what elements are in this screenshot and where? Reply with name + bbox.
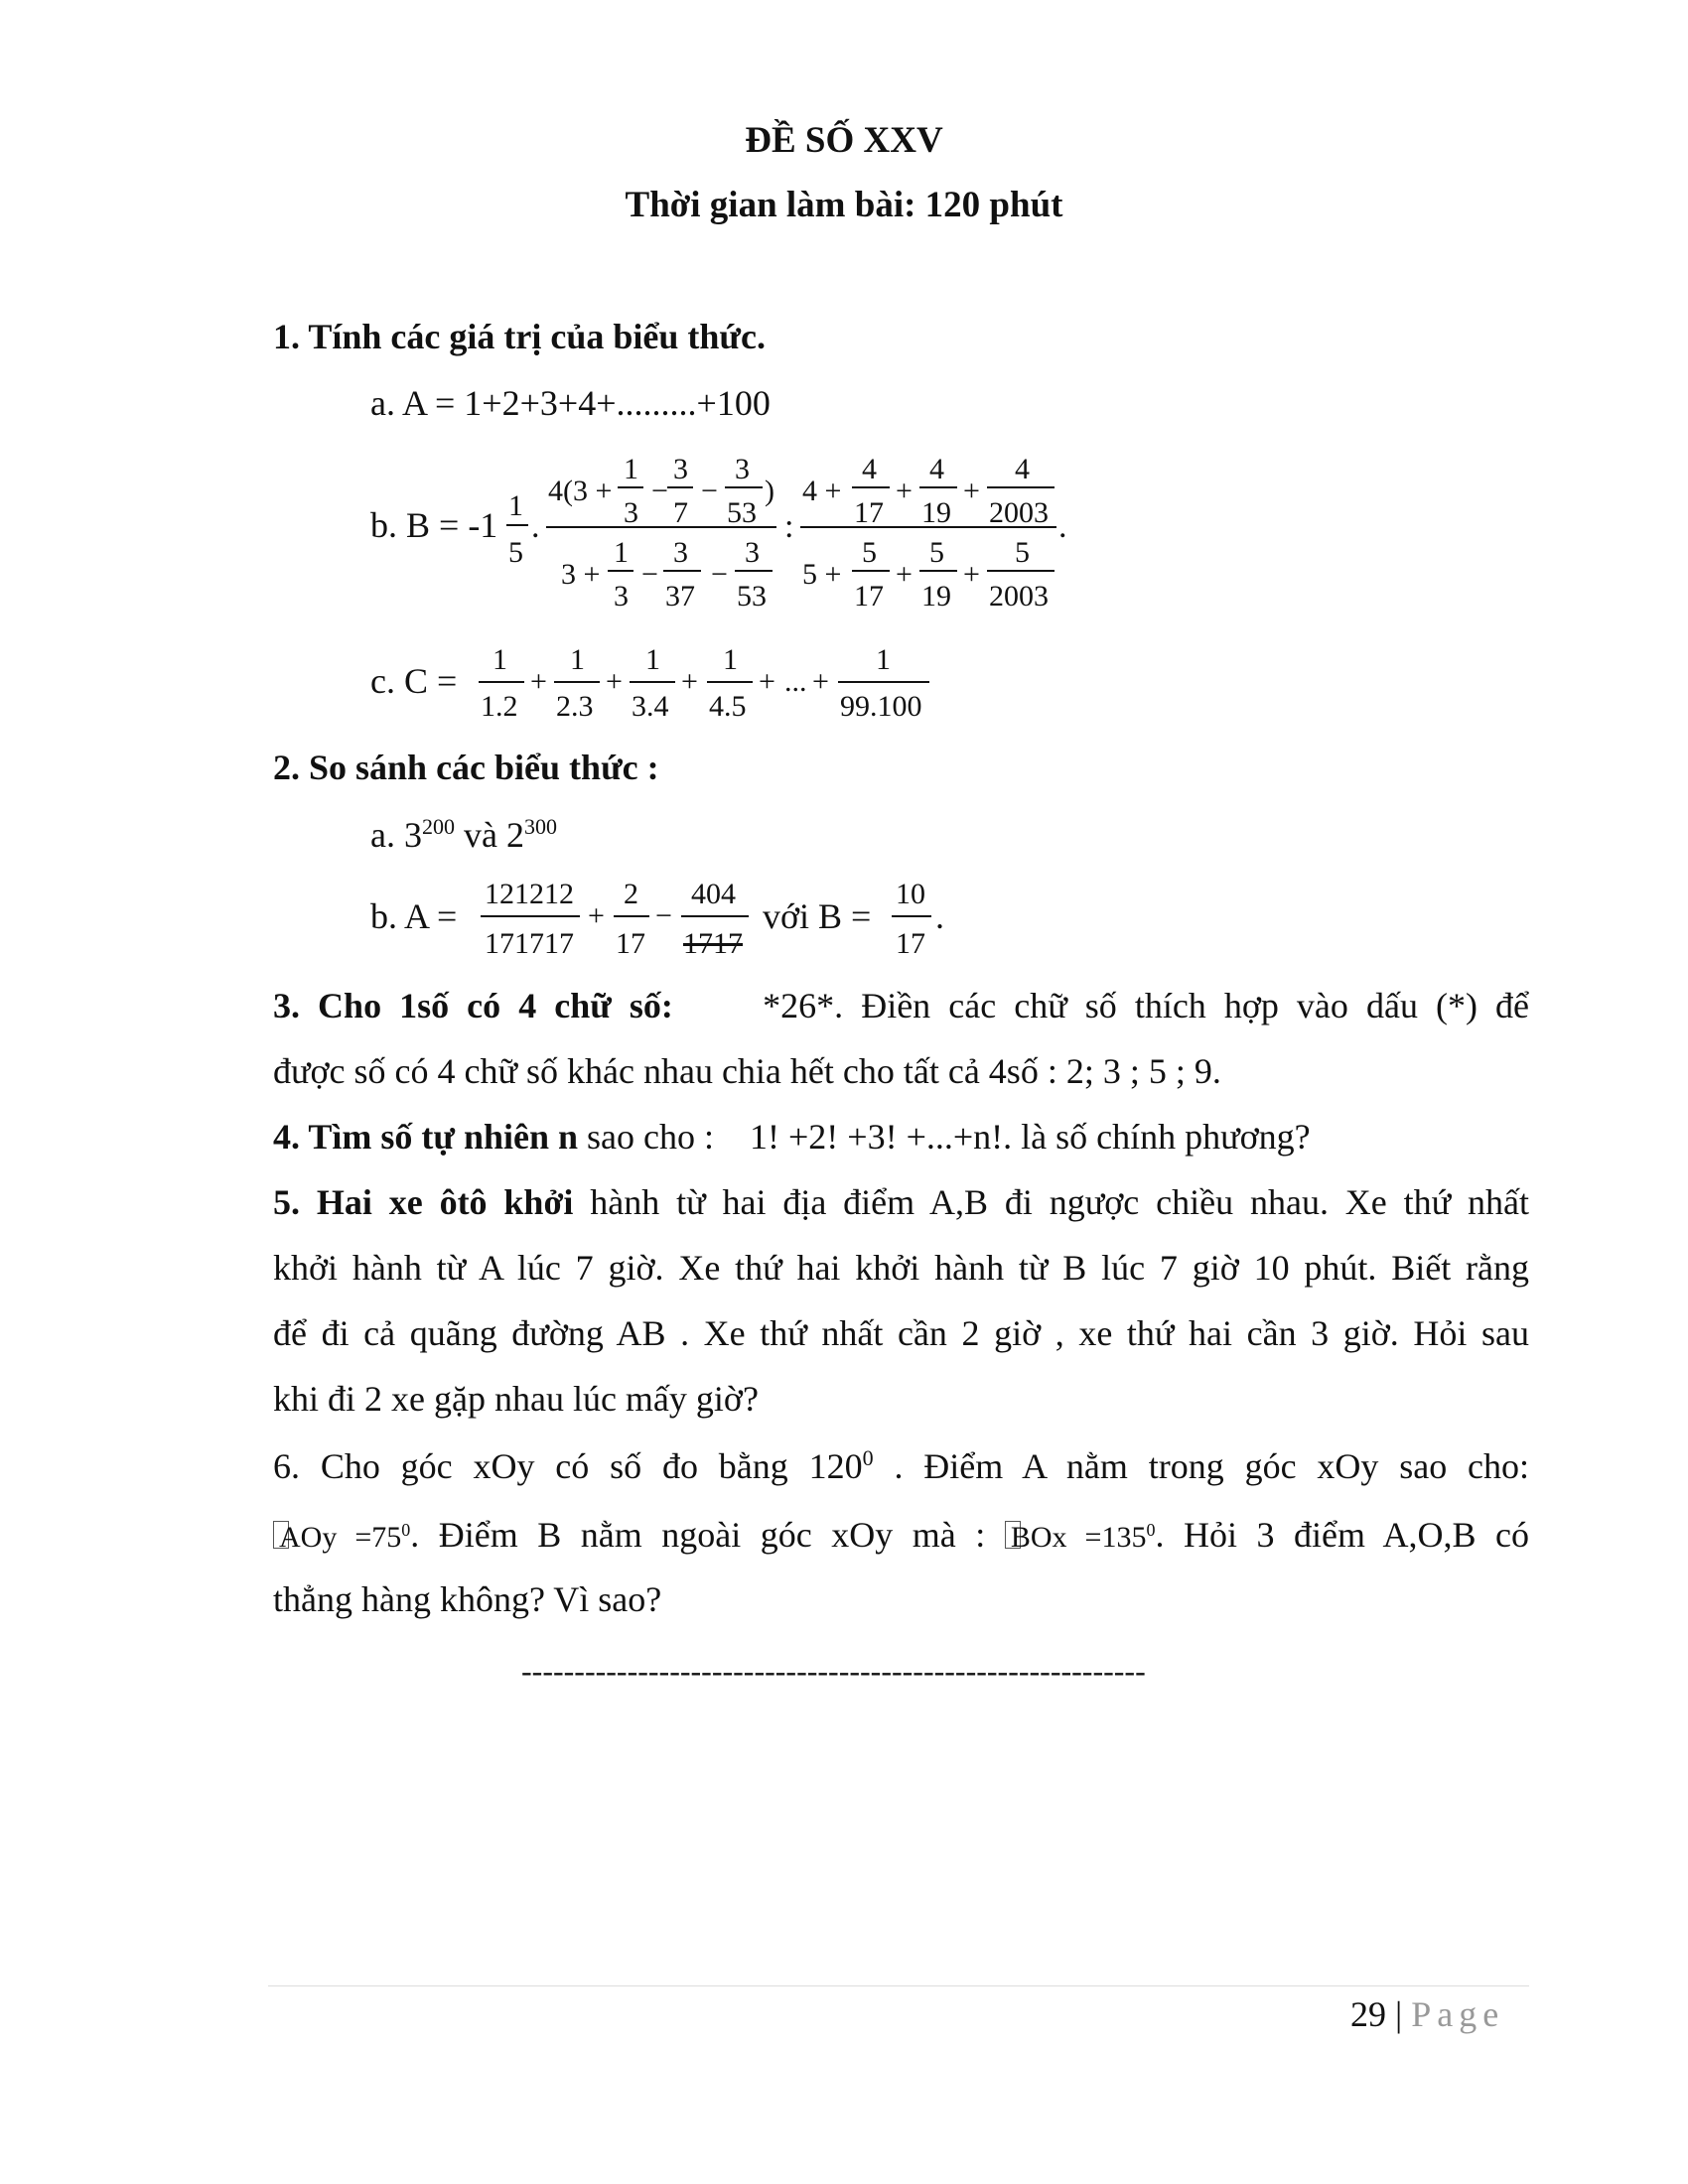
- q1-b-lead: b. B = -1: [370, 505, 498, 545]
- q1-b-op: :: [784, 508, 794, 545]
- footer-rule: [268, 1985, 1529, 1986]
- q5-line3: để đi cả quãng đường AB . Xe thứ nhất cần 2 giờ , xe thứ hai cần 3 giờ. Hỏi sau: [273, 1313, 1529, 1353]
- separator-line: -----------------------------------------------------------: [521, 1653, 1146, 1689]
- q5-line1: 5. Hai xe ôtô khởi hành từ hai địa điểm A,B đi ngược chiều nhau. Xe thứ nhất: [273, 1182, 1529, 1222]
- q1-b-end: .: [1058, 508, 1067, 545]
- q6-line1: 6. Cho góc xOy có số đo bằng $120^0$ . Điểm A nằm trong góc xOy sao cho:: [273, 1445, 1530, 1486]
- q1-b-frac2-bar: [800, 526, 1056, 528]
- exam-time: Thời gian làm bài: 120 phút: [625, 185, 1063, 225]
- q1-heading: 1. Tính các giá trị của biểu thức.: [273, 317, 766, 356]
- q1-b-frac1-bar: [546, 526, 776, 528]
- exam-title: ĐỀ SỐ XXV: [745, 120, 943, 161]
- page: ĐỀ SỐ XXV Thời gian làm bài: 120 phút 1. Tính các giá trị của biểu thức. a. A = 1+2+3+4+.........+100 b. B = -1 1 5 . 4(3 + 1 3 − 3 7 − 3 53 ) 3 + 1 3 − 3 37 − 3 53 : 4 + 4 17 + 4 19 + 4 2003 5 + 5 17 + 5 19 + 5 2003 . c. C = 1 1.2 + 1 2.3 + 1 3.4 + 1 4.5 + ... + 1 99.100 2. So sánh các biểu thức : a. $3^{200}$ và $2^{300}$ b. A = 121212 171717 + 2 17 − 404 1717 với B = 10 17 . 3. Cho 1số có 4 chữ số: *26*. Điền các chữ số thích hợp vào dấu (*) để được số có 4 chữ số khác nhau chia hết cho tất cả 4số : 2; 3 ; 5 ; 9. 4. Tìm số tự nhiên n sao cho : 1! +2! +3! +...+n!. là số chính phương? 5. Hai xe ôtô khởi hành từ hai địa điểm A,B đi ngược chiều nhau. Xe thứ nhất khởi hành từ A lúc 7 giờ. Xe thứ hai khởi hành từ B lúc 7 giờ 10 phút. Biết rằng để đi cả quãng đường AB . Xe thứ nhất cần 2 giờ , xe thứ hai cần 3 giờ. Hỏi sau khi đi 2 xe gặp nhau lúc mấy giờ? 6. Cho góc xOy có số đo bằng $120^0$ . Điểm A nằm trong góc xOy sao cho: AOy $=75^0$. Điểm B nằm ngoài góc xOy mà : BOx $=135^0$. Hỏi 3 điểm A,O,B có thẳng hàng không? Vì sao? ----------------------------------------------------------- 29 | Page: [0, 0, 1688, 2184]
- page-label: Page: [1411, 1994, 1505, 2034]
- page-number: 29: [1350, 1994, 1386, 2034]
- q6-line3: thẳng hàng không? Vì sao?: [273, 1579, 662, 1619]
- q5-line4: khi đi 2 xe gặp nhau lúc mấy giờ?: [273, 1379, 759, 1419]
- q4-line: 4. Tìm số tự nhiên n sao cho : 1! +2! +3! +...+n!. là số chính phương?: [273, 1117, 1311, 1157]
- q5-line2: khởi hành từ A lúc 7 giờ. Xe thứ hai khởi hành từ B lúc 7 giờ 10 phút. Biết rằng: [273, 1248, 1529, 1288]
- q1-b-mixed-den: 5: [508, 536, 523, 569]
- q1-c-lead: c. C =: [370, 661, 458, 701]
- q6-line2: AOy $=75^0$. Điểm B nằm ngoài góc xOy mà : BOx $=135^0$. Hỏi 3 điểm A,O,B có: [273, 1514, 1529, 1556]
- q1-b-mixed-bar: [506, 524, 528, 526]
- q2-heading: 2. So sánh các biểu thức :: [273, 748, 659, 787]
- q2-a: a. $3^{200}$ và $2^{300}$: [370, 814, 557, 855]
- q1-a: a. A = 1+2+3+4+.........+100: [370, 383, 771, 423]
- page-footer: 29 | Page: [1350, 1994, 1505, 2034]
- q3-line1: 3. Cho 1số có 4 chữ số: *26*. Điền các chữ số thích hợp vào dấu (*) để: [273, 986, 1529, 1025]
- q1-b-mixed-num: 1: [508, 489, 523, 522]
- q1-b-dot: .: [531, 508, 540, 545]
- q3-line2: được số có 4 chữ số khác nhau chia hết cho tất cả 4số : 2; 3 ; 5 ; 9.: [273, 1051, 1221, 1091]
